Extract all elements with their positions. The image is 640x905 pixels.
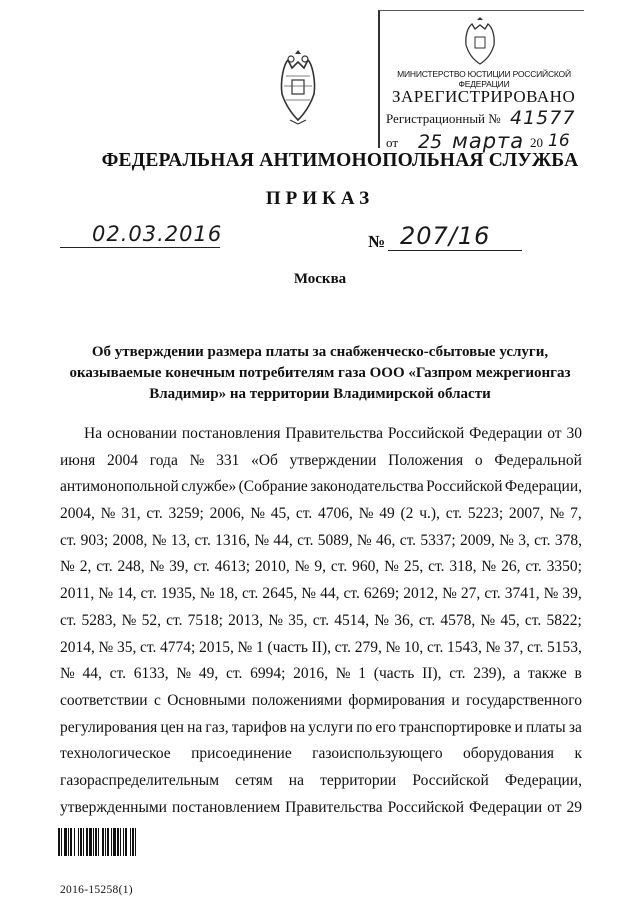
body-line: На основании постановления Правительства Российской Федерации от 30 [84, 425, 582, 442]
number-underline [388, 250, 522, 251]
coat-of-arms-emblem [274, 50, 322, 126]
document-type: ПРИКАЗ [265, 188, 375, 209]
stamp-date-year-hand: 16 [548, 131, 570, 151]
body-line: № 44, ст. 6133, № 49, ст. 6994; 2016, № 1 (часть II), ст. 239), а также в [60, 665, 582, 683]
order-number: 207/16 [400, 222, 491, 250]
order-title [60, 342, 580, 405]
body-line: технологическое присоединение газоиспользующего оборудования к [60, 745, 582, 763]
stamp-reg-label: Регистрационный № [386, 111, 501, 126]
title-line: оказываемые конечным потребителям газа ООО «Газпром межрегионгаз [69, 365, 571, 381]
stamp-date-day: 25 [418, 131, 443, 153]
body-line: 2004, № 31, ст. 3259; 2006, № 45, ст. 4706, № 49 (2 ч.), ст. 5223; 2007, № 7, [60, 505, 582, 523]
body-line: июня 2004 года № 331 «Об утверждении Положения о Федеральной [60, 451, 582, 469]
title-line: Об утверждении размера платы за снабженческо-сбытовые услуги, [91, 344, 549, 360]
body-paragraph [60, 421, 582, 821]
stamp-ministry-text: МИНИСТЕРСТВО ЮСТИЦИИ РОССИЙСКОЙ ФЕДЕРАЦИИ [397, 69, 571, 89]
body-line: ст. 903; 2008, № 13, ст. 1316, № 44, ст. 5089, № 46, ст. 5337; 2009, № 3, ст. 378, [60, 531, 582, 549]
title-line: Владимир» на территории Владимирской области [149, 386, 491, 402]
stamp-date-month: марта [452, 129, 525, 153]
agency-name: ФЕДЕРАЛЬНАЯ АНТИМОНОПОЛЬНАЯ СЛУЖБА [101, 150, 579, 171]
body-line: № 2, ст. 248, № 39, ст. 4613; 2010, № 9, ст. 960, № 25, ст. 318, № 26, ст. 3350; [60, 558, 582, 576]
date-underline [60, 247, 220, 248]
body-line: 2011, № 14, ст. 1935, № 18, ст. 2645, № 44, ст. 6269; 2012, № 27, ст. 3741, № 39, [60, 585, 582, 603]
body-line: ст. 5283, № 52, ст. 7518; 2013, № 35, ст. 4514, № 36, ст. 4578, № 45, ст. 5822; [60, 611, 582, 629]
stamp-registered-text: ЗАРЕГИСТРИРОВАНО [392, 87, 576, 106]
stamp-date-prefix: от [386, 135, 399, 150]
body-line: антимонопольной службе» (Собрание законодательства Российской Федерации, [60, 478, 582, 496]
body-line: регулирования цен на газ, тарифов на услуги по его транспортировке и платы за [60, 718, 582, 736]
registration-stamp [378, 10, 584, 153]
barcode-image [58, 828, 178, 856]
stamp-reg-number: 41577 [510, 107, 576, 129]
stamp-date-year-printed: 20 [530, 135, 543, 150]
city-name: Москва [293, 271, 347, 287]
order-date: 02.03.2016 [92, 222, 223, 246]
body-line: газораспределительным сетям на территории Российской Федерации, [60, 771, 582, 789]
body-line: соответствии с Основными положениями формирования и государственного [60, 691, 582, 709]
number-sign: № [368, 232, 386, 251]
stamp-emblem-icon [460, 17, 500, 67]
document-code: 2016-15258(1) [60, 884, 133, 896]
body-line: 2014, № 35, ст. 4774; 2015, № 1 (часть II), ст. 279, № 10, ст. 1543, № 37, ст. 5153, [60, 638, 582, 656]
body-line: утвержденными постановлением Правительства Российской Федерации от 29 [60, 798, 582, 816]
